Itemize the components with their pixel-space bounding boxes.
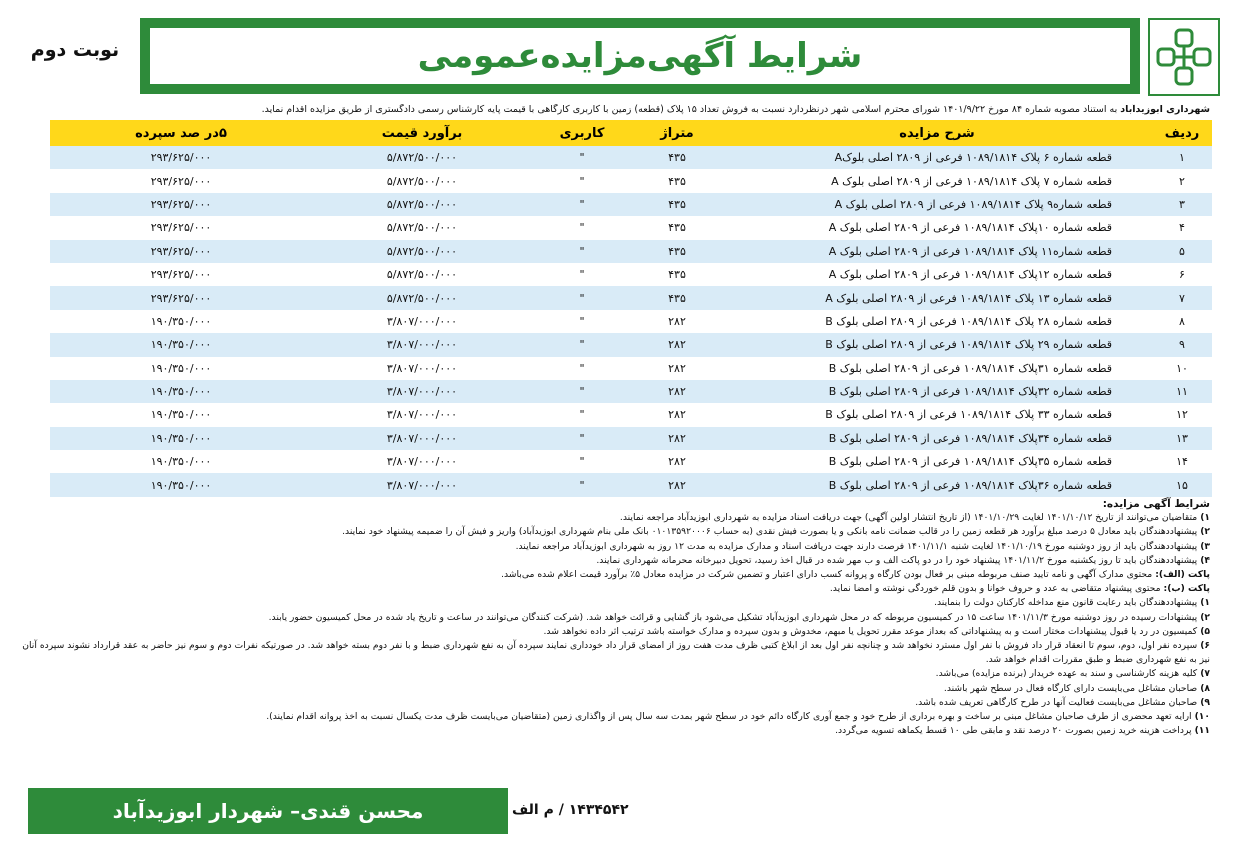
municipality-logo-icon bbox=[1154, 26, 1214, 88]
cell-area: ۲۸۲ bbox=[632, 403, 722, 426]
cell-use: " bbox=[532, 146, 632, 169]
condition-item bbox=[20, 639, 1210, 667]
table-row bbox=[50, 146, 1212, 169]
conditions-heading: شرایط آگهی مزایده: bbox=[1102, 498, 1210, 510]
auction-table bbox=[50, 120, 1212, 497]
cell-deposit: ۲۹۳/۶۲۵/۰۰۰ bbox=[50, 193, 312, 216]
cell-desc: قطعه شماره ۲۹ پلاک ۱۰۸۹/۱۸۱۴ فرعی از ۲۸۰۹ اصلی بلوک B bbox=[722, 333, 1152, 356]
cell-row-no: ۸ bbox=[1152, 310, 1212, 333]
cell-deposit: ۲۹۳/۶۲۵/۰۰۰ bbox=[50, 146, 312, 169]
conditions-section bbox=[20, 497, 1210, 738]
condition-number: ۵) bbox=[1200, 625, 1210, 637]
table-row bbox=[50, 357, 1212, 380]
cell-row-no: ۱۱ bbox=[1152, 380, 1212, 403]
reference-number: ۱۴۳۴۵۴۲ / م الف bbox=[512, 802, 629, 818]
cell-desc: قطعه شماره ۳۳ پلاک ۱۰۸۹/۱۸۱۴ فرعی از ۲۸۰۹ اصلی بلوک B bbox=[722, 403, 1152, 426]
cell-use: " bbox=[532, 473, 632, 496]
cell-desc: قطعه شماره ۳۴پلاک ۱۰۸۹/۱۸۱۴ فرعی از ۲۸۰۹ اصلی بلوک B bbox=[722, 427, 1152, 450]
cell-area: ۴۳۵ bbox=[632, 193, 722, 216]
cell-row-no: ۱۵ bbox=[1152, 473, 1212, 496]
table-row bbox=[50, 240, 1212, 263]
cell-desc: قطعه شماره۹ پلاک ۱۰۸۹/۱۸۱۴ فرعی از ۲۸۰۹ اصلی بلوک A bbox=[722, 193, 1152, 216]
condition-number: ۷) bbox=[1200, 668, 1210, 680]
condition-item bbox=[20, 568, 1210, 582]
cell-row-no: ۱۳ bbox=[1152, 427, 1212, 450]
cell-price: ۳/۸۰۷/۰۰۰/۰۰۰ bbox=[312, 357, 532, 380]
title-banner bbox=[140, 18, 1140, 94]
table-row bbox=[50, 193, 1212, 216]
condition-item bbox=[20, 540, 1210, 554]
cell-row-no: ۹ bbox=[1152, 333, 1212, 356]
logo bbox=[1148, 18, 1220, 96]
cell-use: " bbox=[532, 286, 632, 309]
cell-desc: قطعه شماره ۳۲پلاک ۱۰۸۹/۱۸۱۴ فرعی از ۲۸۰۹ اصلی بلوک B bbox=[722, 380, 1152, 403]
condition-item bbox=[20, 710, 1210, 724]
cell-deposit: ۱۹۰/۳۵۰/۰۰۰ bbox=[50, 357, 312, 380]
cell-deposit: ۱۹۰/۳۵۰/۰۰۰ bbox=[50, 403, 312, 426]
cell-area: ۲۸۲ bbox=[632, 450, 722, 473]
cell-deposit: ۱۹۰/۳۵۰/۰۰۰ bbox=[50, 333, 312, 356]
cell-row-no: ۳ bbox=[1152, 193, 1212, 216]
cell-area: ۲۸۲ bbox=[632, 357, 722, 380]
cell-price: ۵/۸۷۲/۵۰۰/۰۰۰ bbox=[312, 169, 532, 192]
cell-price: ۵/۸۷۲/۵۰۰/۰۰۰ bbox=[312, 240, 532, 263]
header-deposit: ۵در صد سپرده bbox=[50, 120, 312, 146]
table-row bbox=[50, 169, 1212, 192]
condition-number: ۴) bbox=[1200, 554, 1210, 566]
condition-number: ۲) bbox=[1200, 611, 1210, 623]
condition-number: ۱۱) bbox=[1194, 725, 1210, 737]
condition-text: صاحبان مشاغل می‌بایست دارای کارگاه فعال در سطح شهر باشند. bbox=[943, 682, 1198, 694]
condition-text: ارایه تعهد محضری از طرف صاحبان مشاغل مبنی بر ساخت و بهره برداری از طرح خود و جمع آوری کارگاه دائم خود در سطح شهر بمدت سه سال پس از واگذاری زمین (متقاضیان می‌بایست ظرف مدت یکسال نسبت به اخذ پروانه اقدام نمایند). bbox=[266, 711, 1192, 723]
header-desc: شرح مزایده bbox=[722, 120, 1152, 146]
signature-banner bbox=[28, 788, 508, 834]
condition-text: متقاضیان می‌توانند از تاریخ ۱۴۰۱/۱۰/۱۲ لغایت ۱۴۰۱/۱۰/۲۹ (از تاریخ انتشار اولین آگهی) جهت دریافت اسناد مزایده به شهرداری ابوزیدآباد مراجعه نمایند. bbox=[619, 512, 1198, 524]
condition-number: پاکت (ب): bbox=[1163, 583, 1210, 595]
table-row bbox=[50, 333, 1212, 356]
cell-use: " bbox=[532, 240, 632, 263]
condition-text: محتوی مدارک آگهی و نامه تایید صنف مربوطه مبنی بر فعال بودن کارگاه و پروانه کسب دارای اعتبار و تضمین شرکت در مزایده معادل ۵٪ برآورد قیمت اعلام شده می‌باشد. bbox=[501, 569, 1153, 581]
cell-use: " bbox=[532, 427, 632, 450]
cell-price: ۳/۸۰۷/۰۰۰/۰۰۰ bbox=[312, 473, 532, 496]
cell-row-no: ۱۰ bbox=[1152, 357, 1212, 380]
header-price: برآورد قیمت bbox=[312, 120, 532, 146]
condition-number: ۹) bbox=[1200, 696, 1210, 708]
cell-desc: قطعه شماره ۳۱پلاک ۱۰۸۹/۱۸۱۴ فرعی از ۲۸۰۹ اصلی بلوک B bbox=[722, 357, 1152, 380]
condition-item bbox=[20, 667, 1210, 681]
cell-row-no: ۴ bbox=[1152, 216, 1212, 239]
cell-price: ۵/۸۷۲/۵۰۰/۰۰۰ bbox=[312, 286, 532, 309]
page-title: شرایط آگهی‌مزایده‌عمومی bbox=[417, 36, 863, 76]
table-row bbox=[50, 403, 1212, 426]
cell-deposit: ۲۹۳/۶۲۵/۰۰۰ bbox=[50, 286, 312, 309]
condition-item bbox=[20, 511, 1210, 525]
cell-price: ۳/۸۰۷/۰۰۰/۰۰۰ bbox=[312, 310, 532, 333]
cell-desc: قطعه شماره ۳۵پلاک ۱۰۸۹/۱۸۱۴ فرعی از ۲۸۰۹ اصلی بلوک B bbox=[722, 450, 1152, 473]
condition-number: ۶) bbox=[1200, 640, 1210, 652]
condition-item bbox=[20, 554, 1210, 568]
condition-item bbox=[20, 625, 1210, 639]
cell-desc: قطعه شماره ۳۶پلاک ۱۰۸۹/۱۸۱۴ فرعی از ۲۸۰۹ اصلی بلوک B bbox=[722, 473, 1152, 496]
cell-deposit: ۲۹۳/۶۲۵/۰۰۰ bbox=[50, 240, 312, 263]
table-row bbox=[50, 427, 1212, 450]
table-row bbox=[50, 380, 1212, 403]
cell-desc: قطعه شماره ۶ پلاک ۱۰۸۹/۱۸۱۴ فرعی از ۲۸۰۹ اصلی بلوکA bbox=[722, 146, 1152, 169]
condition-text: کلیه هزینه کارشناسی و سند به عهده خریدار (برنده مزایده) می‌باشد. bbox=[935, 668, 1198, 680]
cell-use: " bbox=[532, 450, 632, 473]
condition-number: پاکت (الف): bbox=[1155, 569, 1210, 581]
cell-use: " bbox=[532, 310, 632, 333]
table-row bbox=[50, 286, 1212, 309]
title-banner-inner bbox=[150, 28, 1130, 84]
cell-area: ۲۸۲ bbox=[632, 380, 722, 403]
cell-row-no: ۱ bbox=[1152, 146, 1212, 169]
header-row-no: ردیف bbox=[1152, 120, 1212, 146]
condition-number: ۳) bbox=[1200, 540, 1210, 552]
condition-text: پیشنهادات رسیده در روز دوشنبه مورخ ۱۴۰۱/۱۱/۳ ساعت ۱۵ در کمیسیون مربوطه که در محل شهرداری ابوزیدآباد تشکیل می‌شود باز گشایی و قرائت خواهد شد. (شرکت کنندگان می‌توانند در ساعت و تاریخ یاد شده در محل کمیسیون حضور یابند. bbox=[268, 611, 1198, 623]
cell-deposit: ۲۹۳/۶۲۵/۰۰۰ bbox=[50, 169, 312, 192]
cell-row-no: ۷ bbox=[1152, 286, 1212, 309]
cell-price: ۳/۸۰۷/۰۰۰/۰۰۰ bbox=[312, 427, 532, 450]
table-header-row bbox=[50, 120, 1212, 146]
condition-text: پیشنهاددهندگان باید تا روز یکشنبه مورخ ۱۴۰۱/۱۱/۲ پیشنهاد خود را در دو پاکت الف و ب مهر شده در قبال اخذ رسید، تحویل دبیرخانه محرمانه شهرداری نمایند. bbox=[596, 554, 1198, 566]
condition-item bbox=[20, 611, 1210, 625]
condition-text: محتوی پیشنهاد متقاضی به عدد و حروف خوانا و بدون قلم خوردگی نوشته و امضا نماید. bbox=[829, 583, 1161, 595]
cell-use: " bbox=[532, 216, 632, 239]
condition-number: ۲) bbox=[1200, 526, 1210, 538]
cell-use: " bbox=[532, 193, 632, 216]
cell-price: ۵/۸۷۲/۵۰۰/۰۰۰ bbox=[312, 193, 532, 216]
cell-desc: قطعه شماره ۱۲پلاک ۱۰۸۹/۱۸۱۴ فرعی از ۲۸۰۹ اصلی بلوک A bbox=[722, 263, 1152, 286]
cell-deposit: ۱۹۰/۳۵۰/۰۰۰ bbox=[50, 473, 312, 496]
header-use: کاربری bbox=[532, 120, 632, 146]
cell-desc: قطعه شماره ۱۰پلاک ۱۰۸۹/۱۸۱۴ فرعی از ۲۸۰۹ اصلی بلوک A bbox=[722, 216, 1152, 239]
cell-deposit: ۱۹۰/۳۵۰/۰۰۰ bbox=[50, 310, 312, 333]
intro-org: شهرداری ابوزیدآباد bbox=[1120, 104, 1210, 115]
condition-item bbox=[20, 596, 1210, 610]
cell-area: ۴۳۵ bbox=[632, 216, 722, 239]
header-area: متراژ bbox=[632, 120, 722, 146]
cell-deposit: ۲۹۳/۶۲۵/۰۰۰ bbox=[50, 216, 312, 239]
condition-text: سپرده نفر اول، دوم، سوم تا انعقاد قرار داد فروش با نفر اول مسترد نخواهد شد و چنانچه نفر اول بعد از ابلاغ کتبی ظرف مدت هفت روز از امضای قرار داد خودداری نمایند سپرده آن به نفع شهرداری ضبط و با نفر دوم بسته خواهد شد. در صورتیکه نفرات دوم و سوم نیز حاضر به عقد قرارداد نشوند سپرده آنان نیز به نفع شهرداری ضبط و طبق مقررات اقدام خواهد شد. bbox=[22, 640, 1210, 666]
cell-area: ۲۸۲ bbox=[632, 473, 722, 496]
condition-item bbox=[20, 525, 1210, 539]
table-row bbox=[50, 263, 1212, 286]
condition-number: ۱) bbox=[1200, 512, 1210, 524]
cell-row-no: ۲ bbox=[1152, 169, 1212, 192]
condition-text: پیشنهاددهندگان باید از روز دوشنبه مورخ ۱۴۰۱/۱۰/۱۹ لغایت شنبه ۱۴۰۱/۱۱/۱ فرصت دارند جهت دریافت اسناد و مدارک مزایده به مدت ۱۲ روز به شهرداری ابوزیدآباد مراجعه نمایند. bbox=[515, 540, 1198, 552]
table-row bbox=[50, 450, 1212, 473]
cell-price: ۳/۸۰۷/۰۰۰/۰۰۰ bbox=[312, 403, 532, 426]
condition-text: پیشنهاددهندگان باید معادل ۵ درصد مبلغ برآورد هر قطعه زمین را در قالب ضمانت نامه بانکی و یا بصورت فیش نقدی (به حساب ۰۱۰۱۳۵۹۲۰۰۰۶ بانک ملی بنام شهرداری ابوزیدآباد) واریز و فیش آن را ضمیمه پیشنهاد خود نمایند. bbox=[342, 526, 1198, 538]
condition-text: صاحبان مشاغل می‌بایست فعالیت آنها در طرح کارگاهی تعریف شده باشد. bbox=[915, 696, 1198, 708]
cell-use: " bbox=[532, 403, 632, 426]
table-row bbox=[50, 473, 1212, 496]
cell-use: " bbox=[532, 333, 632, 356]
condition-item bbox=[20, 682, 1210, 696]
cell-row-no: ۶ bbox=[1152, 263, 1212, 286]
cell-use: " bbox=[532, 263, 632, 286]
cell-area: ۴۳۵ bbox=[632, 240, 722, 263]
condition-text: پرداخت هزینه خرید زمین بصورت ۲۰ درصد نقد و مابقی طی ۱۰ قسط یکماهه تسویه می‌گردد. bbox=[835, 725, 1192, 737]
cell-area: ۴۳۵ bbox=[632, 263, 722, 286]
cell-deposit: ۱۹۰/۳۵۰/۰۰۰ bbox=[50, 450, 312, 473]
condition-item bbox=[20, 582, 1210, 596]
condition-number: ۸) bbox=[1200, 682, 1210, 694]
cell-area: ۴۳۵ bbox=[632, 286, 722, 309]
cell-deposit: ۲۹۳/۶۲۵/۰۰۰ bbox=[50, 263, 312, 286]
cell-area: ۲۸۲ bbox=[632, 427, 722, 450]
intro-text: به استناد مصوبه شماره ۸۴ مورخ ۱۴۰۱/۹/۲۲ شورای محترم اسلامی شهر درنظردارد نسبت به فروش تعداد ۱۵ پلاک (قطعه) زمین با کاربری کارگاهی با قیمت پایه کارشناس رسمی دادگستری از طریق مزایده اقدام نماید. bbox=[261, 104, 1121, 115]
cell-area: ۲۸۲ bbox=[632, 333, 722, 356]
table-row bbox=[50, 216, 1212, 239]
cell-price: ۵/۸۷۲/۵۰۰/۰۰۰ bbox=[312, 263, 532, 286]
round-label: نوبت دوم bbox=[30, 39, 120, 61]
signature-text: محسن قندی– شهردار ابوزیدآباد bbox=[112, 799, 424, 823]
intro-paragraph bbox=[20, 104, 1210, 115]
cell-use: " bbox=[532, 380, 632, 403]
cell-price: ۵/۸۷۲/۵۰۰/۰۰۰ bbox=[312, 146, 532, 169]
table-row bbox=[50, 310, 1212, 333]
cell-price: ۳/۸۰۷/۰۰۰/۰۰۰ bbox=[312, 333, 532, 356]
cell-row-no: ۱۴ bbox=[1152, 450, 1212, 473]
cell-deposit: ۱۹۰/۳۵۰/۰۰۰ bbox=[50, 380, 312, 403]
cell-row-no: ۵ bbox=[1152, 240, 1212, 263]
cell-deposit: ۱۹۰/۳۵۰/۰۰۰ bbox=[50, 427, 312, 450]
cell-area: ۴۳۵ bbox=[632, 146, 722, 169]
cell-desc: قطعه شماره ۱۳ پلاک ۱۰۸۹/۱۸۱۴ فرعی از ۲۸۰۹ اصلی بلوک A bbox=[722, 286, 1152, 309]
cell-price: ۳/۸۰۷/۰۰۰/۰۰۰ bbox=[312, 380, 532, 403]
cell-use: " bbox=[532, 357, 632, 380]
cell-desc: قطعه شماره ۲۸ پلاک ۱۰۸۹/۱۸۱۴ فرعی از ۲۸۰۹ اصلی بلوک B bbox=[722, 310, 1152, 333]
cell-use: " bbox=[532, 169, 632, 192]
condition-number: ۱) bbox=[1200, 597, 1210, 609]
cell-desc: قطعه شماره ۷ پلاک ۱۰۸۹/۱۸۱۴ فرعی از ۲۸۰۹ اصلی بلوک A bbox=[722, 169, 1152, 192]
condition-text: پیشنهاددهندگان باید رعایت قانون منع مداخله کارکنان دولت را بنمایند. bbox=[934, 597, 1198, 609]
cell-area: ۴۳۵ bbox=[632, 169, 722, 192]
condition-text: کمیسیون در رد یا قبول پیشنهادات مختار است و به پیشنهاداتی که بعداز موعد مقرر تحویل یا مبهم، مخدوش و بدون سپرده و مدارک خواسته باشد ترتیب اثر داده نخواهد شد. bbox=[543, 625, 1198, 637]
cell-desc: قطعه شماره۱۱ پلاک ۱۰۸۹/۱۸۱۴ فرعی از ۲۸۰۹ اصلی بلوک A bbox=[722, 240, 1152, 263]
cell-price: ۵/۸۷۲/۵۰۰/۰۰۰ bbox=[312, 216, 532, 239]
cell-price: ۳/۸۰۷/۰۰۰/۰۰۰ bbox=[312, 450, 532, 473]
cell-row-no: ۱۲ bbox=[1152, 403, 1212, 426]
condition-item bbox=[20, 696, 1210, 710]
cell-area: ۲۸۲ bbox=[632, 310, 722, 333]
condition-number: ۱۰) bbox=[1194, 711, 1210, 723]
condition-item bbox=[20, 724, 1210, 738]
